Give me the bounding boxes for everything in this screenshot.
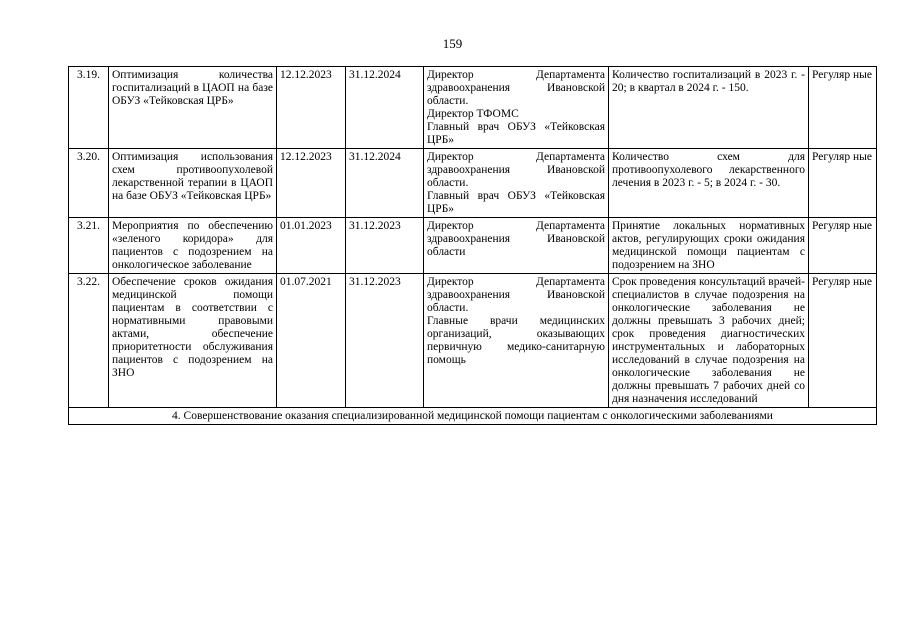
type-cell: Регуляр ные: [809, 149, 877, 218]
measure-cell: Мероприятия по обеспечению «зеленого коридора» для пациентов с подозрением на онкологическое заболевание: [109, 218, 277, 274]
end-date-cell: 31.12.2024: [346, 149, 424, 218]
page-number: 159: [442, 36, 463, 51]
responsible-line: Директор ТФОМС: [427, 108, 519, 120]
responsible-line: Директор Департамента здравоохранения Ивановской области.: [427, 151, 605, 189]
result-cell: Количество госпитализаций в 2023 г. - 20; в квартал в 2024 г. - 150.: [609, 67, 809, 149]
responsible-line: Директор Департамента здравоохранения Ивановской области: [427, 220, 605, 258]
row-number: 3.19.: [69, 67, 109, 149]
responsible-cell: [424, 218, 609, 274]
start-date-cell: 01.01.2023: [277, 218, 346, 274]
table-row: [69, 218, 877, 274]
result-cell: Срок проведения консультаций врачей-специалистов в случае подозрения на онкологические заболевания не должны превышать 3 рабочих дней; срок проведения диагностических инструментальных и лабораторных исследований в случае подозрения на онкологические заболевания не должны превышать 7 рабочих дней со дня назначения исследований: [609, 274, 809, 408]
table-row: [69, 67, 877, 149]
type-cell: Регуляр ные: [809, 274, 877, 408]
start-date-cell: 12.12.2023: [277, 149, 346, 218]
action-plan-table: [68, 66, 877, 425]
responsible-line: Директор Департамента здравоохранения Ивановской области.: [427, 276, 605, 314]
table-row: [69, 149, 877, 218]
end-date-cell: 31.12.2024: [346, 67, 424, 149]
responsible-line: Директор Департамента здравоохранения Ивановской области.: [427, 69, 605, 107]
table-row: [69, 274, 877, 408]
result-cell: Количество схем для противоопухолевого лекарственного лечения в 2023 г. - 5; в 2024 г. - 30.: [609, 149, 809, 218]
responsible-cell: [424, 149, 609, 218]
responsible-line: Главный врач ОБУЗ «Тейковская ЦРБ»: [427, 121, 605, 146]
row-number: 3.21.: [69, 218, 109, 274]
row-number: 3.22.: [69, 274, 109, 408]
end-date-cell: 31.12.2023: [346, 218, 424, 274]
measure-cell: Оптимизация использования схем противоопухолевой лекарственной терапии в ЦАОП на базе ОБУЗ «Тейковская ЦРБ»: [109, 149, 277, 218]
section-heading-row: [69, 408, 877, 425]
start-date-cell: 12.12.2023: [277, 67, 346, 149]
end-date-cell: 31.12.2023: [346, 274, 424, 408]
measure-cell: Обеспечение сроков ожидания медицинской помощи пациентам в соответствии с нормативными правовыми актами, обеспечение приоритетности обслуживания пациентов с подозрением на ЗНО: [109, 274, 277, 408]
responsible-cell: [424, 67, 609, 149]
result-cell: Принятие локальных нормативных актов, регулирующих сроки ожидания медицинской помощи пациентам с подозрением на ЗНО: [609, 218, 809, 274]
start-date-cell: 01.07.2021: [277, 274, 346, 408]
measure-cell: Оптимизация количества госпитализаций в ЦАОП на базе ОБУЗ «Тейковская ЦРБ»: [109, 67, 277, 149]
responsible-cell: [424, 274, 609, 408]
row-number: 3.20.: [69, 149, 109, 218]
section-heading: 4. Совершенствование оказания специализированной медицинской помощи пациентам с онкологическими заболеваниями: [69, 408, 877, 425]
type-cell: Регуляр ные: [809, 218, 877, 274]
responsible-line: Главный врач ОБУЗ «Тейковская ЦРБ»: [427, 190, 605, 215]
type-cell: Регуляр ные: [809, 67, 877, 149]
responsible-line: Главные врачи медицинских организаций, оказывающих первичную медико-санитарную помощь: [427, 315, 605, 366]
